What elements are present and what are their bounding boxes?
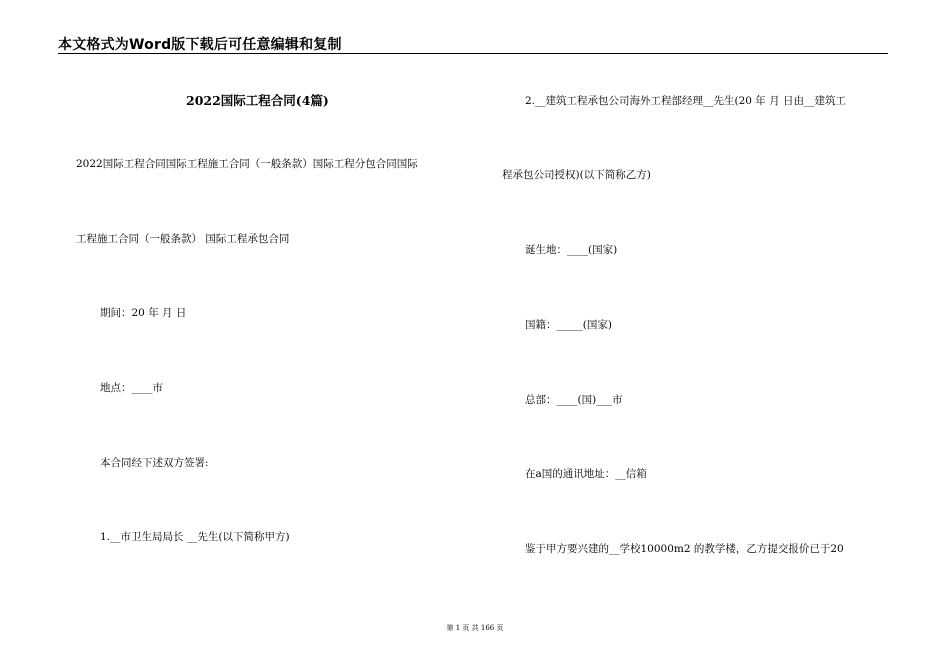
page-indicator: 第 1 页 共 166 页 (446, 624, 504, 632)
left-paragraph-line: 2022国际工程合同国际工程施工合同（一般条款）国际工程分包合同国际 (76, 158, 418, 170)
left-paragraph-line: 1.__市卫生局局长 __先生(以下简称甲方) (100, 531, 290, 543)
left-paragraph-line: 地点：____市 (100, 382, 163, 394)
right-paragraph-line: 诞生地：____(国家) (525, 244, 618, 256)
right-paragraph-line: 总部：____(国)___市 (525, 394, 623, 406)
document-title: 2022国际工程合同(4篇) (186, 93, 329, 108)
right-paragraph-line: 2.__建筑工程承包公司海外工程部经理__先生(20 年 月 日由__建筑工 (525, 95, 846, 107)
header-divider (58, 53, 888, 54)
left-paragraph-line: 工程施工合同（一般条款） 国际工程承包合同 (76, 233, 290, 245)
right-paragraph-line: 在a国的通讯地址：__信箱 (525, 468, 647, 480)
header-banner-text: 本文格式为Word版下载后可任意编辑和复制 (58, 37, 342, 53)
right-paragraph-line: 国籍：_____(国家) (525, 319, 612, 331)
right-paragraph-line: 鉴于甲方要兴建的__学校10000m2 的教学楼，乙方提交报价已于20 (525, 543, 844, 555)
left-paragraph-line: 本合同经下述双方签署: (100, 457, 209, 469)
left-paragraph-line: 期间：20 年 月 日 (100, 307, 187, 319)
right-paragraph-line: 程承包公司授权)(以下简称乙方) (502, 169, 651, 181)
document-header (58, 34, 888, 54)
